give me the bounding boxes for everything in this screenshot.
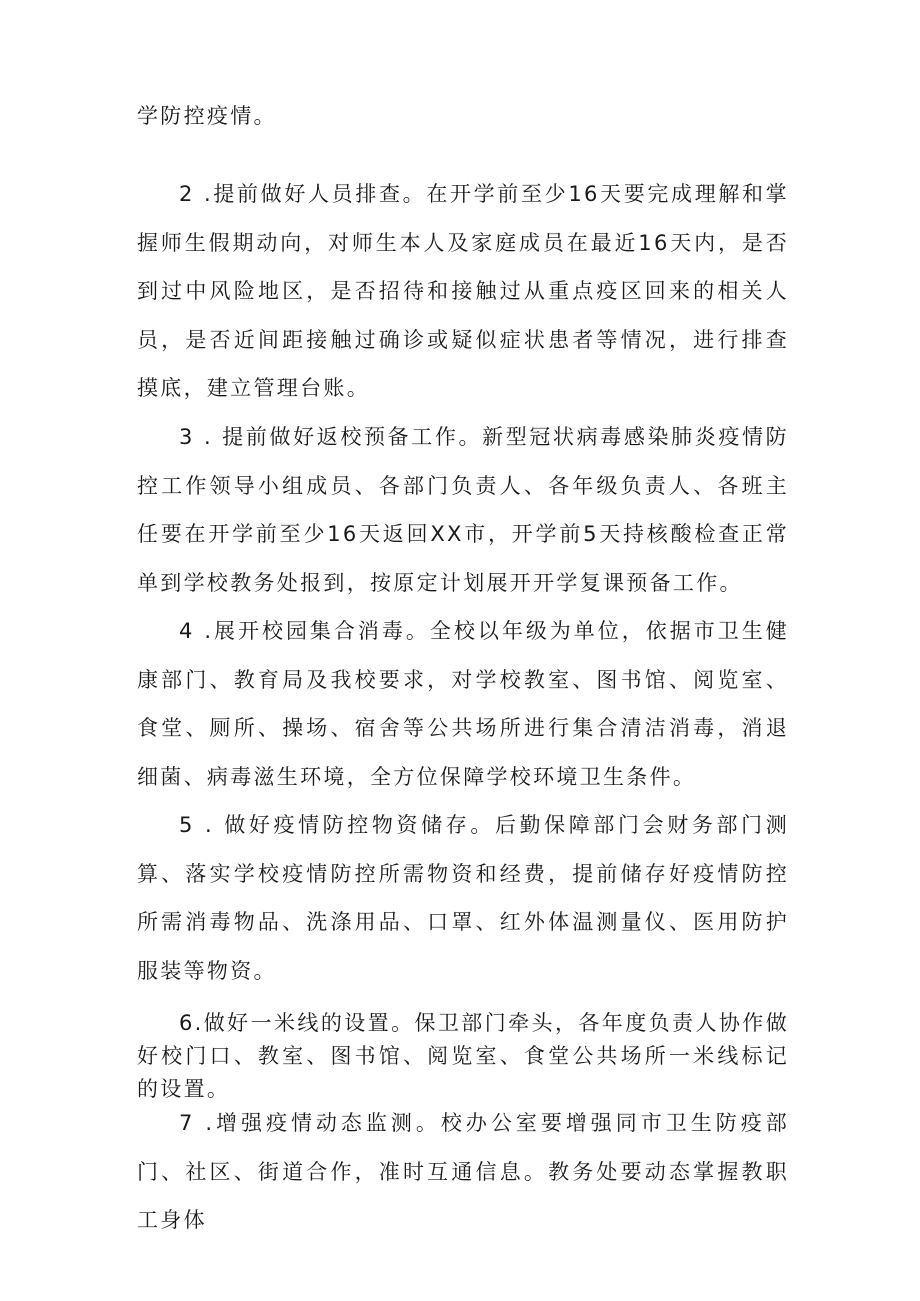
paragraph-item-4: 4 .展开校园集合消毒。全校以年级为单位，依据市卫生健康部门、教育局及我校要求，对学校教室、图书馆、阅览室、食堂、厕所、操场、宿舍等公共场所进行集合清洁消毒，消退细菌、病毒滋生环境，全方位保障学校环境卫生条件。 [137,619,789,789]
paragraph-item-6: 6.做好一米线的设置。保卫部门牵头，各年度负责人协作做好校门口、教室、图书馆、阅览室、食堂公共场所一米线标记的设置。 [137,1011,789,1101]
paragraph-continuation: 学防控疫情。 [137,104,277,128]
paragraph-item-3: 3 . 提前做好返校预备工作。新型冠状病毒感染肺炎疫情防控工作领导小组成员、各部门负责人、各年级负责人、各班主任要在开学前至少16天返回XX市，开学前5天持核酸检查正常单到学校教务处报到，按原定计划展开开学复课预备工作。 [137,425,789,595]
paragraph-item-7: 7 .增强疫情动态监测。校办公室要增强同市卫生防疫部门、社区、街道合作，准时互通信息。教务处要动态掌握教职工身体 [137,1111,789,1233]
paragraph-item-5: 5 . 做好疫情防控物资储存。后勤保障部门会财务部门测算、落实学校疫情防控所需物资和经费，提前储存好疫情防控所需消毒物品、洗涤用品、口罩、红外体温测量仪、医用防护服装等物资。 [137,813,789,983]
paragraph-item-2: 2 .提前做好人员排查。在开学前至少16天要完成理解和掌握师生假期动向，对师生本人及家庭成员在最近16天内，是否到过中风险地区，是否招待和接触过从重点疫区回来的相关人员，是否近间距接触过确诊或疑似症状患者等情况，进行排查摸底，建立管理台账。 [137,182,789,401]
